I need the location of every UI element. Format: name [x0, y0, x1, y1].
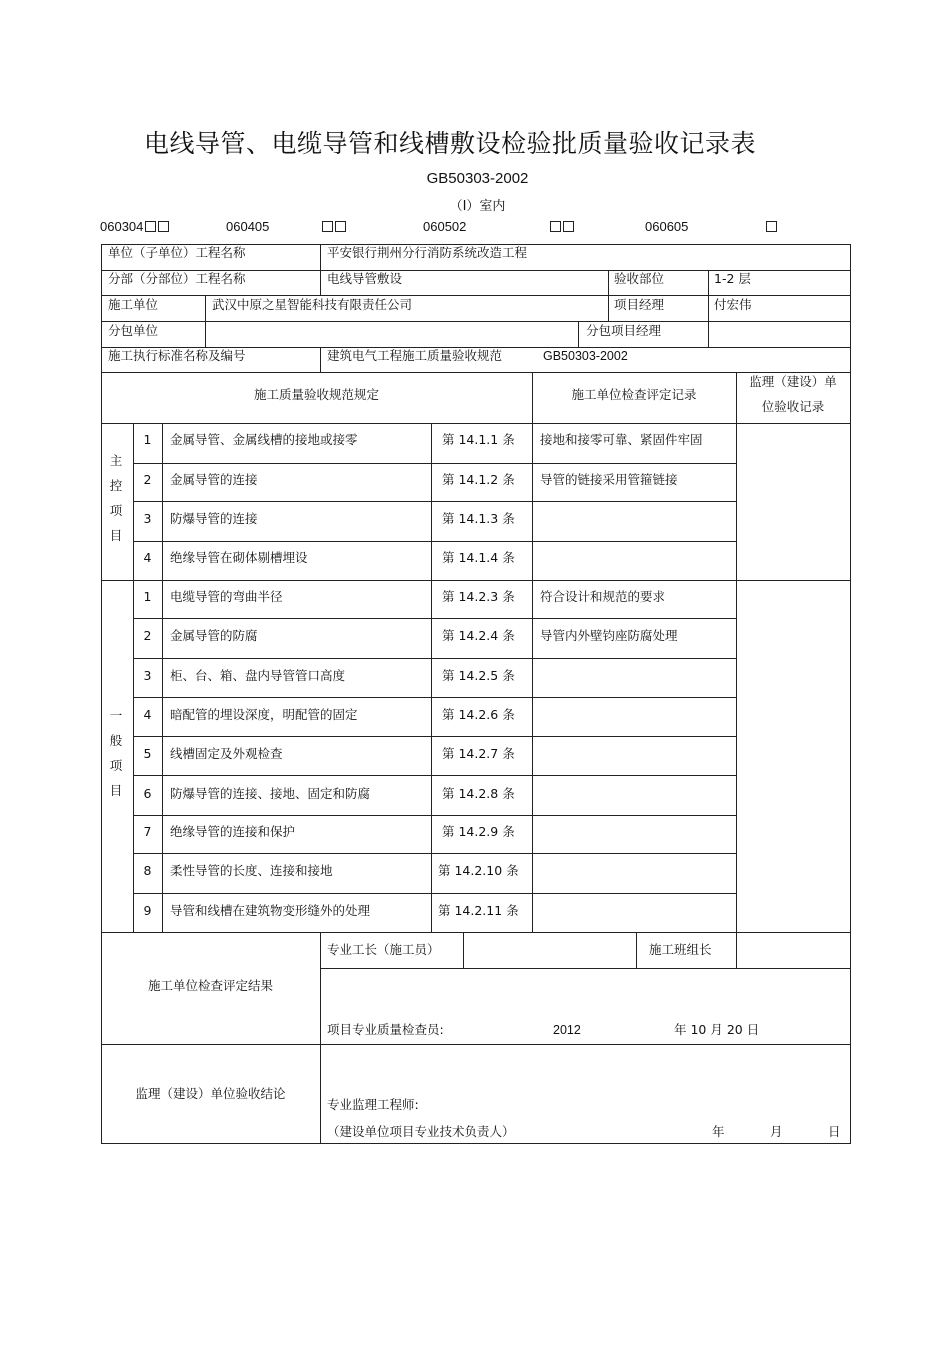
engineer-label: 专业监理工程师: [327, 1097, 419, 1112]
check-header: 施工单位检查评定记录 [571, 387, 697, 402]
pm-label: 项目经理 [614, 297, 665, 312]
supervise-header-line2: 位验收记录 [761, 399, 825, 414]
team-leader-label: 施工班组长 [649, 942, 712, 957]
subcontractor-label: 分包单位 [108, 323, 159, 338]
result-label: 施工单位检查评定结果 [147, 978, 273, 993]
unit-name-value: 平安银行荆州分行消防系统改造工程 [327, 245, 528, 260]
foreman-label: 专业工长（施工员） [327, 942, 440, 957]
general-group-label: 一 般 项 目 [109, 708, 123, 798]
standard-code-value: GB50303-2002 [543, 349, 628, 363]
owner-label: （建设单位项目专业技术负责人） [327, 1124, 515, 1139]
code-060502: 060502 [423, 219, 467, 234]
contractor-value: 武汉中原之星智能科技有限责任公司 [212, 297, 413, 312]
standard-code: GB50303-2002 [426, 170, 529, 187]
unit-name-label: 单位（子单位）工程名称 [108, 245, 246, 260]
supervise-conclusion-label: 监理（建设）单位验收结论 [135, 1086, 286, 1101]
standard-label: 施工执行标准名称及编号 [108, 348, 246, 363]
standard-value: 建筑电气工程施工质量验收规范 [327, 348, 503, 363]
division-label: 分部（分部位）工程名称 [108, 271, 246, 286]
division-value: 电线导管敷设 [327, 271, 403, 286]
month-label: 月 [770, 1124, 783, 1139]
code-060405: 060405 [226, 219, 270, 234]
inspect-date: 年 10 月 20 日 [674, 1022, 760, 1037]
sub-pm-label: 分包项目经理 [586, 323, 662, 338]
code-060304: 060304 [100, 219, 169, 234]
spec-header: 施工质量验收规范规定 [253, 387, 379, 402]
code-060605: 060605 [645, 219, 689, 234]
pm-value: 付宏伟 [714, 297, 752, 312]
supervise-header-line1: 监理（建设）单 [749, 374, 837, 389]
inspect-year: 2012 [553, 1023, 581, 1037]
subtitle: （Ⅰ）室内 [449, 199, 506, 214]
year-label: 年 [712, 1124, 725, 1139]
day-label: 日 [828, 1124, 841, 1139]
contractor-label: 施工单位 [108, 297, 159, 312]
part-label: 验收部位 [614, 271, 665, 286]
page-title: 电线导管、电缆导管和线槽敷设检验批质量验收记录表 [143, 129, 756, 158]
inspector-label: 项目专业质量检查员: [327, 1022, 444, 1037]
main-group-label: 主 控 项 目 [109, 453, 123, 543]
part-value: 1-2 层 [714, 271, 751, 286]
